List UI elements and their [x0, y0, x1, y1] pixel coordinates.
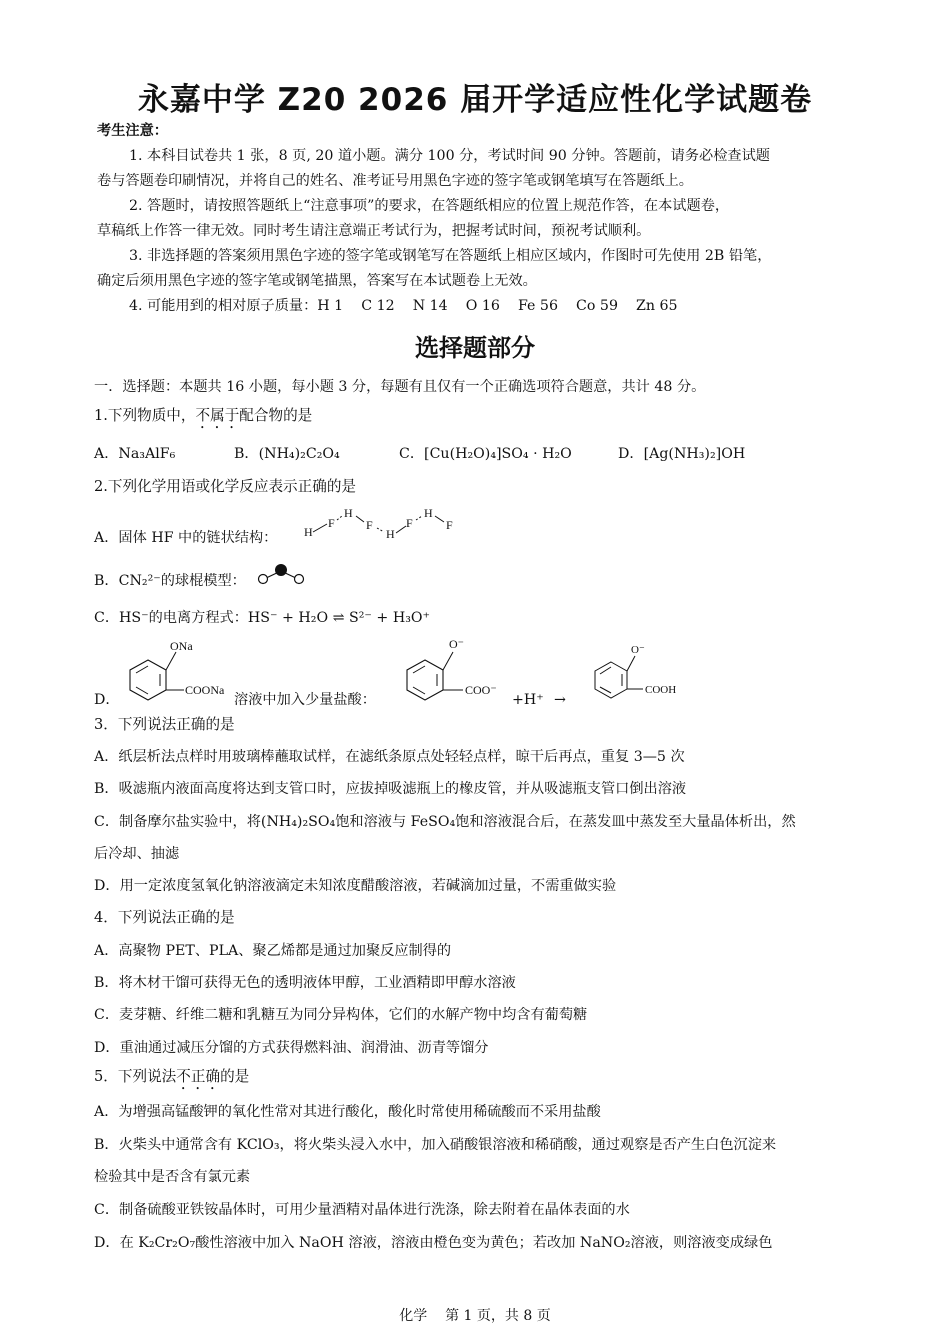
- atom-label: F: [406, 516, 413, 530]
- q2-option-b: B．CN₂²⁻的球棍模型：: [94, 573, 246, 589]
- q2-option-c: C．HS⁻的电离方程式：HS⁻ + H₂O ⇌ S²⁻ + H₃O⁺: [94, 610, 431, 626]
- reaction-arrow: →: [554, 692, 566, 708]
- emphasis: 不正确: [176, 1068, 221, 1085]
- q5-option-d: D．在 K₂Cr₂O₇酸性溶液中加入 NaOH 溶液，溶液由橙色变为黄色；若改加 NaNO₂溶液，则溶液变成绿色: [94, 1235, 773, 1251]
- q3-option-a: A．纸层析法点样时用玻璃棒蘸取试样，在滤纸条原点处轻轻点样，晾干后再点，重复 3—5 次: [94, 749, 685, 765]
- hf-chain-structure: [300, 505, 470, 545]
- q5-option-a: A．为增强高锰酸钾的氧化性常对其进行酸化，酸化时常使用稀硫酸而不采用盐酸: [94, 1104, 601, 1120]
- q2-option-d-text: 溶液中加入少量盐酸：: [234, 692, 376, 708]
- q3-option-c-cont: 后冷却、抽滤: [94, 846, 180, 862]
- atom-label: H: [386, 527, 395, 541]
- q1-stem: 1.下列物质中，不属于配合物的是: [94, 407, 313, 424]
- q1-option-d: D．[Ag(NH₃)₂]OH: [618, 446, 746, 462]
- group-label: COOH: [645, 684, 677, 696]
- page-title: 永嘉中学 Z20 2026 届开学适应性化学试题卷: [137, 82, 813, 118]
- notice-line: 卷与答题卷印刷情况，并将自己的姓名、准考证号用黑色字迹的签字笔或钢笔填写在答题纸上。: [97, 173, 693, 189]
- emphasis: 不属于: [195, 407, 240, 424]
- q4-option-c: C．麦芽糖、纤维二糖和乳糖互为同分异构体，它们的水解产物中均含有葡萄糖: [94, 1007, 588, 1023]
- section-title: 选择题部分: [415, 334, 535, 362]
- product-structure: [585, 640, 695, 704]
- notice-line: 3. 非选择题的答案须用黑色字迹的签字笔或钢笔写在答题纸上相应区域内，作图时可先使用 2B 铅笔，: [129, 248, 772, 264]
- atom-label: H: [424, 506, 433, 520]
- group-label: COO⁻: [465, 683, 497, 697]
- group-label: O⁻: [631, 644, 645, 656]
- q5-stem: 5．下列说法不正确的是: [94, 1068, 250, 1085]
- q4-stem: 4．下列说法正确的是: [94, 909, 235, 926]
- q4-option-d: D．重油通过减压分馏的方式获得燃料油、润滑油、沥青等馏分: [94, 1040, 489, 1056]
- atom-label: H: [304, 525, 313, 539]
- q4-option-b: B．将木材干馏可获得无色的透明液体甲醇，工业酒精即甲醇水溶液: [94, 975, 516, 991]
- q5-option-c: C．制备硫酸亚铁铵晶体时，可用少量酒精对晶体进行洗涤，除去附着在晶体表面的水: [94, 1202, 630, 1218]
- q3-option-c: C．制备摩尔盐实验中，将(NH₄)₂SO₄饱和溶液与 FeSO₄饱和溶液混合后，在蒸发皿中蒸发至大量晶体析出，然: [94, 814, 796, 830]
- q1-option-a: A．Na₃AlF₆: [94, 446, 176, 462]
- atom-label: F: [366, 518, 373, 532]
- notice-line: 确定后须用黑色字迹的签字笔或钢笔描黑，答案写在本试题卷上无效。: [97, 273, 537, 289]
- atom-label: F: [328, 516, 335, 530]
- phenoxide-carboxylate-structure: [395, 632, 515, 708]
- q1-option-c: C．[Cu(H₂O)₄]SO₄ · H₂O: [399, 446, 572, 462]
- q2-d-plus-h: +H⁺: [512, 692, 544, 708]
- q1-option-b: B．(NH₄)₂C₂O₄: [234, 446, 340, 462]
- group-label: O⁻: [449, 637, 464, 651]
- q2-option-a: A．固体 HF 中的链状结构：: [94, 530, 278, 546]
- instructions: 一．选择题：本题共 16 小题，每小题 3 分，每题有且仅有一个正确选项符合题意，共计 48 分。: [94, 379, 706, 395]
- q3-option-b: B．吸滤瓶内液面高度将达到支管口时，应拔掉吸滤瓶上的橡皮管，并从吸滤瓶支管口倒出溶液: [94, 781, 687, 797]
- ball-stick-model: [255, 562, 307, 586]
- atom-label: H: [344, 506, 353, 520]
- q5-option-b: B．火柴头中通常含有 KClO₃，将火柴头浸入水中，加入硝酸银溶液和稀硝酸，通过观察是否产生白色沉淀来: [94, 1137, 777, 1153]
- q4-option-a: A．高聚物 PET、PLA、聚乙烯都是通过加聚反应制得的: [94, 943, 452, 959]
- group-label: ONa: [170, 639, 193, 653]
- notice-line: 草稿纸上作答一律无效。同时考生请注意端正考试行为，把握考试时间，预祝考试顺利。: [97, 223, 651, 239]
- notice-line: 4. 可能用到的相对原子质量：H 1 C 12 N 14 O 16 Fe 56 Co 59 Zn 65: [129, 298, 678, 314]
- q3-option-d: D．用一定浓度氢氧化钠溶液滴定未知浓度醋酸溶液，若碱滴加过量，不需重做实验: [94, 878, 617, 894]
- q2-option-d-label: D．: [94, 692, 120, 708]
- group-label: COONa: [185, 683, 225, 697]
- sodium-salicylate-structure: [120, 636, 230, 708]
- page-footer: 化学 第 1 页，共 8 页: [399, 1308, 551, 1324]
- atom-label: F: [446, 518, 453, 532]
- q2-stem: 2.下列化学用语或化学反应表示正确的是: [94, 478, 357, 495]
- q3-stem: 3．下列说法正确的是: [94, 716, 235, 733]
- notice-line: 2. 答题时，请按照答题纸上“注意事项”的要求，在答题纸相应的位置上规范作答，在本试题卷，: [129, 198, 730, 214]
- q5-option-b-cont: 检验其中是否含有氯元素: [94, 1169, 251, 1185]
- notice-heading: 考生注意：: [97, 123, 168, 139]
- notice-line: 1. 本科目试卷共 1 张，8 页, 20 道小题。满分 100 分，考试时间 90 分钟。答题前，请务必检查试题: [129, 148, 770, 164]
